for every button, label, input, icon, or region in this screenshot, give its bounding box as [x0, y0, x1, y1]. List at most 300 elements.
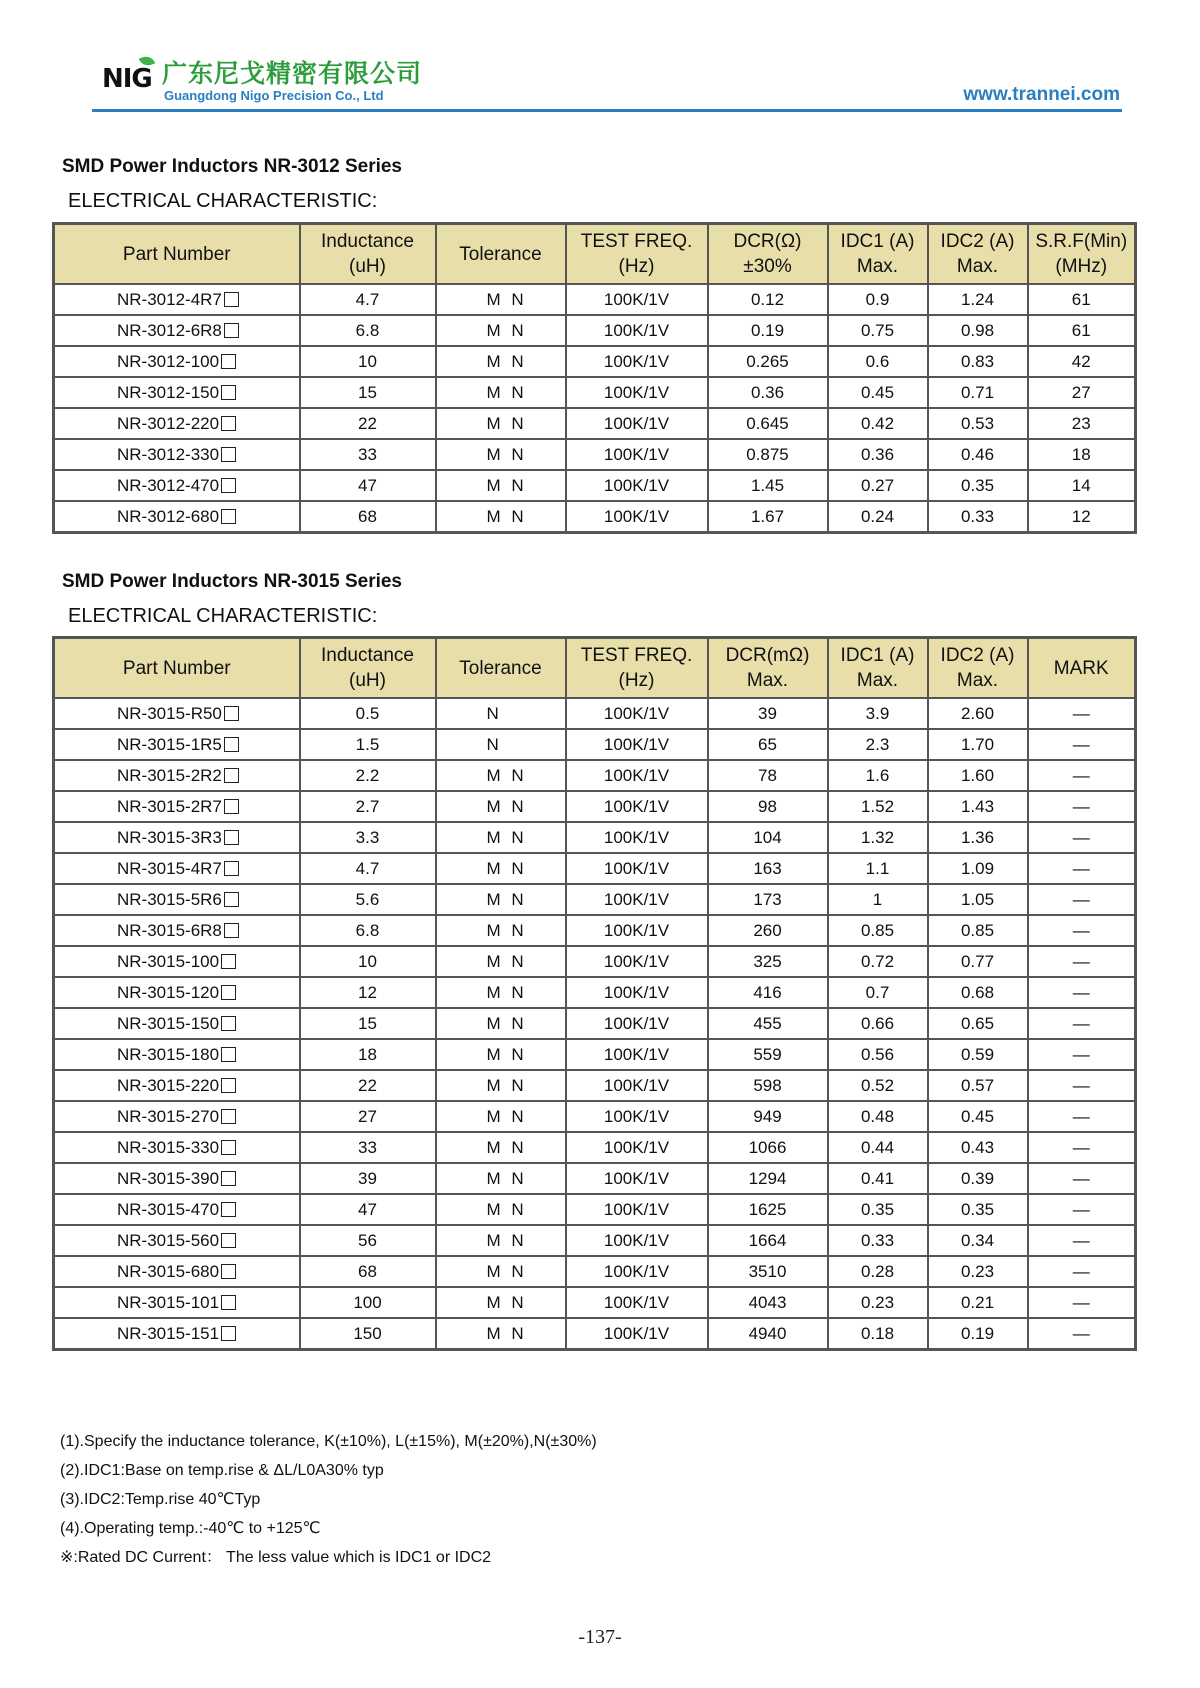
test-freq-cell: 100K/1V [566, 1318, 708, 1350]
company-name-en: Guangdong Nigo Precision Co., Ltd [164, 88, 384, 103]
idc2-cell: 0.34 [928, 1225, 1028, 1256]
tolerance-code-box [224, 768, 239, 783]
table-row [54, 760, 1136, 791]
idc1-cell: 0.42 [828, 408, 928, 439]
mark-cell: — [1028, 884, 1136, 915]
table-row [54, 822, 1136, 853]
tolerance-code-box [224, 830, 239, 845]
test-freq-cell: 100K/1V [566, 977, 708, 1008]
dcr-cell: 4043 [708, 1287, 828, 1318]
part-number-cell [54, 470, 300, 501]
column-header: IDC2 (A) Max. [928, 638, 1028, 699]
part-number-cell [54, 346, 300, 377]
dcr-cell: 173 [708, 884, 828, 915]
tolerance-cell: M N [436, 884, 566, 915]
part-number-cell [54, 1039, 300, 1070]
part-number-text: NR-3012-150 [117, 382, 220, 402]
dcr-cell: 0.36 [708, 377, 828, 408]
tolerance-code-box [221, 1078, 236, 1093]
inductance-cell: 22 [300, 408, 436, 439]
inductance-cell: 2.7 [300, 791, 436, 822]
part-number-text: NR-3015-150 [117, 1013, 220, 1033]
idc1-cell: 1.32 [828, 822, 928, 853]
part-number-text: NR-3015-330 [117, 1137, 220, 1157]
inductance-cell: 27 [300, 1101, 436, 1132]
tolerance-code-box [221, 1171, 236, 1186]
test-freq-cell: 100K/1V [566, 884, 708, 915]
idc1-cell: 0.7 [828, 977, 928, 1008]
test-freq-cell: 100K/1V [566, 1287, 708, 1318]
idc2-cell: 0.33 [928, 501, 1028, 533]
part-number-cell [54, 698, 300, 729]
part-number-cell [54, 760, 300, 791]
idc2-cell: 1.70 [928, 729, 1028, 760]
test-freq-cell: 100K/1V [566, 791, 708, 822]
inductance-cell: 18 [300, 1039, 436, 1070]
part-number-text: NR-3012-100 [117, 351, 220, 371]
tolerance-cell: M N [436, 1070, 566, 1101]
idc1-cell: 0.18 [828, 1318, 928, 1350]
idc2-cell: 0.65 [928, 1008, 1028, 1039]
idc1-cell: 0.48 [828, 1101, 928, 1132]
dcr-cell: 78 [708, 760, 828, 791]
idc2-cell: 1.60 [928, 760, 1028, 791]
part-number-text: NR-3012-220 [117, 413, 220, 433]
tolerance-cell: M N [436, 1225, 566, 1256]
idc2-cell: 0.23 [928, 1256, 1028, 1287]
idc1-cell: 0.75 [828, 315, 928, 346]
table-row [54, 1101, 1136, 1132]
mark-cell: — [1028, 1225, 1136, 1256]
table-row [54, 853, 1136, 884]
inductance-cell: 15 [300, 1008, 436, 1039]
tolerance-cell: M N [436, 439, 566, 470]
table-row [54, 698, 1136, 729]
idc1-cell: 0.72 [828, 946, 928, 977]
part-number-text: NR-3012-680 [117, 506, 220, 526]
idc2-cell: 0.35 [928, 470, 1028, 501]
tolerance-cell: M N [436, 1132, 566, 1163]
table-row [54, 1163, 1136, 1194]
part-number-text: NR-3015-560 [117, 1230, 220, 1250]
dcr-cell: 325 [708, 946, 828, 977]
part-number-text: NR-3015-2R2 [117, 765, 222, 785]
part-number-cell [54, 853, 300, 884]
test-freq-cell: 100K/1V [566, 1225, 708, 1256]
inductance-cell: 4.7 [300, 853, 436, 884]
table-row [54, 1070, 1136, 1101]
part-number-cell [54, 729, 300, 760]
column-header: DCR(mΩ) Max. [708, 638, 828, 699]
tolerance-code-box [224, 861, 239, 876]
tolerance-code-box [224, 737, 239, 752]
idc2-cell: 0.45 [928, 1101, 1028, 1132]
tolerance-cell: M N [436, 822, 566, 853]
mark-cell: — [1028, 1070, 1136, 1101]
idc1-cell: 2.3 [828, 729, 928, 760]
table-row [54, 977, 1136, 1008]
part-number-cell [54, 915, 300, 946]
mark-cell: — [1028, 1287, 1136, 1318]
idc2-cell: 0.19 [928, 1318, 1028, 1350]
inductance-cell: 1.5 [300, 729, 436, 760]
dcr-cell: 104 [708, 822, 828, 853]
srf-cell: 18 [1028, 439, 1136, 470]
dcr-cell: 3510 [708, 1256, 828, 1287]
idc1-cell: 0.9 [828, 284, 928, 315]
dcr-cell: 1664 [708, 1225, 828, 1256]
inductance-cell: 33 [300, 439, 436, 470]
idc1-cell: 1 [828, 884, 928, 915]
note-line: ※:Rated DC Current： The less value which is IDC1 or IDC2 [60, 1549, 492, 1566]
spec-table-3012 [52, 222, 1137, 534]
mark-cell: — [1028, 822, 1136, 853]
column-header: TEST FREQ.(Hz) [566, 638, 708, 699]
idc1-cell: 0.35 [828, 1194, 928, 1225]
dcr-cell: 98 [708, 791, 828, 822]
idc2-cell: 1.05 [928, 884, 1028, 915]
mark-cell: — [1028, 946, 1136, 977]
tolerance-code-box [221, 509, 236, 524]
dcr-cell: 0.645 [708, 408, 828, 439]
column-header: Tolerance [436, 638, 566, 699]
idc2-cell: 0.77 [928, 946, 1028, 977]
test-freq-cell: 100K/1V [566, 822, 708, 853]
part-number-text: NR-3015-100 [117, 951, 220, 971]
column-header: Part Number [54, 638, 300, 699]
test-freq-cell: 100K/1V [566, 1101, 708, 1132]
test-freq-cell: 100K/1V [566, 408, 708, 439]
mark-cell: — [1028, 729, 1136, 760]
test-freq-cell: 100K/1V [566, 377, 708, 408]
idc1-cell: 0.24 [828, 501, 928, 533]
table-row [54, 729, 1136, 760]
company-name-cn: 广东尼戈精密有限公司 [162, 59, 423, 88]
column-header: MARK [1028, 638, 1136, 699]
table-row [54, 1318, 1136, 1350]
note-line: (2).IDC1:Base on temp.rise & ΔL/L0A30% typ [60, 1462, 384, 1479]
table-header-row [54, 638, 1136, 699]
tolerance-cell: M N [436, 1008, 566, 1039]
inductance-cell: 47 [300, 470, 436, 501]
dcr-cell: 163 [708, 853, 828, 884]
section-title-3015: SMD Power Inductors NR-3015 Series [62, 571, 402, 592]
tolerance-cell: M N [436, 760, 566, 791]
test-freq-cell: 100K/1V [566, 501, 708, 533]
table-row [54, 884, 1136, 915]
tolerance-code-box [221, 416, 236, 431]
test-freq-cell: 100K/1V [566, 853, 708, 884]
inductance-cell: 68 [300, 501, 436, 533]
dcr-cell: 949 [708, 1101, 828, 1132]
part-number-text: NR-3015-2R7 [117, 796, 222, 816]
part-number-text: NR-3015-390 [117, 1168, 220, 1188]
inductance-cell: 0.5 [300, 698, 436, 729]
table-row [54, 470, 1136, 501]
tolerance-cell: M N [436, 1256, 566, 1287]
inductance-cell: 150 [300, 1318, 436, 1350]
idc2-cell: 0.46 [928, 439, 1028, 470]
tolerance-cell: N [436, 698, 566, 729]
part-number-text: NR-3015-6R8 [117, 920, 222, 940]
inductance-cell: 56 [300, 1225, 436, 1256]
test-freq-cell: 100K/1V [566, 284, 708, 315]
mark-cell: — [1028, 1132, 1136, 1163]
part-number-cell [54, 284, 300, 315]
notes-block [60, 1427, 597, 1572]
dcr-cell: 455 [708, 1008, 828, 1039]
note-line: (4).Operating temp.:-40℃ to +125℃ [60, 1520, 321, 1537]
tolerance-cell: M N [436, 1101, 566, 1132]
table-row [54, 1256, 1136, 1287]
part-number-text: NR-3015-120 [117, 982, 220, 1002]
column-header: IDC1 (A) Max. [828, 638, 928, 699]
idc2-cell: 2.60 [928, 698, 1028, 729]
mark-cell: — [1028, 1101, 1136, 1132]
mark-cell: — [1028, 1194, 1136, 1225]
inductance-cell: 22 [300, 1070, 436, 1101]
idc2-cell: 0.57 [928, 1070, 1028, 1101]
idc1-cell: 0.27 [828, 470, 928, 501]
tolerance-code-box [224, 892, 239, 907]
inductance-cell: 33 [300, 1132, 436, 1163]
column-header: IDC2 (A) Max. [928, 224, 1028, 285]
idc1-cell: 1.1 [828, 853, 928, 884]
page-number: -137- [578, 1626, 622, 1648]
inductance-cell: 3.3 [300, 822, 436, 853]
inductance-cell: 6.8 [300, 915, 436, 946]
inductance-cell: 68 [300, 1256, 436, 1287]
test-freq-cell: 100K/1V [566, 1070, 708, 1101]
part-number-text: NR-3012-4R7 [117, 289, 222, 309]
tolerance-code-box [224, 706, 239, 721]
idc2-cell: 0.53 [928, 408, 1028, 439]
tolerance-code-box [221, 1264, 236, 1279]
tolerance-code-box [224, 292, 239, 307]
test-freq-cell: 100K/1V [566, 1039, 708, 1070]
idc1-cell: 0.45 [828, 377, 928, 408]
table-row [54, 501, 1136, 533]
test-freq-cell: 100K/1V [566, 346, 708, 377]
tolerance-cell: M N [436, 1194, 566, 1225]
table-row [54, 439, 1136, 470]
tolerance-code-box [221, 385, 236, 400]
section-subtitle-3012: ELECTRICAL CHARACTERISTIC: [68, 190, 378, 212]
table-row [54, 377, 1136, 408]
website-link[interactable]: www.trannei.com [963, 84, 1120, 105]
header-divider [92, 109, 1122, 112]
srf-cell: 14 [1028, 470, 1136, 501]
inductance-cell: 6.8 [300, 315, 436, 346]
dcr-cell: 416 [708, 977, 828, 1008]
column-header: Tolerance [436, 224, 566, 285]
test-freq-cell: 100K/1V [566, 1163, 708, 1194]
note-line: (1).Specify the inductance tolerance, K(±10%), L(±15%), M(±20%),N(±30%) [60, 1433, 597, 1450]
test-freq-cell: 100K/1V [566, 946, 708, 977]
idc2-cell: 1.36 [928, 822, 1028, 853]
srf-cell: 12 [1028, 501, 1136, 533]
dcr-cell: 39 [708, 698, 828, 729]
tolerance-code-box [221, 1326, 236, 1341]
table-row [54, 791, 1136, 822]
part-number-cell [54, 1194, 300, 1225]
test-freq-cell: 100K/1V [566, 760, 708, 791]
mark-cell: — [1028, 760, 1136, 791]
tolerance-cell: M N [436, 501, 566, 533]
part-number-text: NR-3015-5R6 [117, 889, 222, 909]
test-freq-cell: 100K/1V [566, 315, 708, 346]
test-freq-cell: 100K/1V [566, 1008, 708, 1039]
table-row [54, 284, 1136, 315]
spec-table-3015 [52, 636, 1137, 1351]
tolerance-code-box [221, 954, 236, 969]
part-number-text: NR-3012-6R8 [117, 320, 222, 340]
tolerance-cell: M N [436, 915, 566, 946]
tolerance-cell: M N [436, 791, 566, 822]
part-number-text: NR-3015-220 [117, 1075, 220, 1095]
mark-cell: — [1028, 1256, 1136, 1287]
table-row [54, 1008, 1136, 1039]
inductance-cell: 47 [300, 1194, 436, 1225]
tolerance-cell: M N [436, 315, 566, 346]
part-number-cell [54, 1101, 300, 1132]
tolerance-cell: M N [436, 408, 566, 439]
idc1-cell: 0.23 [828, 1287, 928, 1318]
tolerance-cell: M N [436, 977, 566, 1008]
part-number-cell [54, 1256, 300, 1287]
inductance-cell: 4.7 [300, 284, 436, 315]
tolerance-code-box [224, 799, 239, 814]
section-title-3012: SMD Power Inductors NR-3012 Series [62, 156, 402, 177]
mark-cell: — [1028, 1008, 1136, 1039]
dcr-cell: 65 [708, 729, 828, 760]
dcr-cell: 0.19 [708, 315, 828, 346]
tolerance-code-box [221, 1233, 236, 1248]
idc2-cell: 0.39 [928, 1163, 1028, 1194]
idc1-cell: 0.56 [828, 1039, 928, 1070]
part-number-cell [54, 946, 300, 977]
part-number-text: NR-3012-330 [117, 444, 220, 464]
srf-cell: 42 [1028, 346, 1136, 377]
table-row [54, 915, 1136, 946]
test-freq-cell: 100K/1V [566, 1256, 708, 1287]
part-number-cell [54, 315, 300, 346]
mark-cell: — [1028, 1039, 1136, 1070]
test-freq-cell: 100K/1V [566, 729, 708, 760]
tolerance-cell: M N [436, 1163, 566, 1194]
part-number-cell [54, 439, 300, 470]
tolerance-code-box [224, 923, 239, 938]
part-number-text: NR-3015-R50 [117, 703, 222, 723]
tolerance-cell: N [436, 729, 566, 760]
idc2-cell: 1.24 [928, 284, 1028, 315]
part-number-cell [54, 1318, 300, 1350]
inductance-cell: 2.2 [300, 760, 436, 791]
dcr-cell: 598 [708, 1070, 828, 1101]
part-number-text: NR-3015-1R5 [117, 734, 222, 754]
part-number-cell [54, 1287, 300, 1318]
tolerance-cell: M N [436, 853, 566, 884]
mark-cell: — [1028, 791, 1136, 822]
part-number-cell [54, 822, 300, 853]
mark-cell: — [1028, 915, 1136, 946]
part-number-text: NR-3015-101 [117, 1292, 220, 1312]
table-row [54, 1287, 1136, 1318]
part-number-cell [54, 1008, 300, 1039]
dcr-cell: 1066 [708, 1132, 828, 1163]
test-freq-cell: 100K/1V [566, 1194, 708, 1225]
table-row [54, 346, 1136, 377]
idc2-cell: 0.71 [928, 377, 1028, 408]
part-number-cell [54, 884, 300, 915]
inductance-cell: 39 [300, 1163, 436, 1194]
idc1-cell: 0.33 [828, 1225, 928, 1256]
part-number-cell [54, 1163, 300, 1194]
dcr-cell: 260 [708, 915, 828, 946]
dcr-cell: 0.875 [708, 439, 828, 470]
idc1-cell: 0.41 [828, 1163, 928, 1194]
idc2-cell: 0.43 [928, 1132, 1028, 1163]
tolerance-code-box [221, 1109, 236, 1124]
dcr-cell: 1.67 [708, 501, 828, 533]
part-number-text: NR-3015-680 [117, 1261, 220, 1281]
tolerance-code-box [221, 1047, 236, 1062]
part-number-text: NR-3015-180 [117, 1044, 220, 1064]
idc1-cell: 0.66 [828, 1008, 928, 1039]
dcr-cell: 0.12 [708, 284, 828, 315]
idc2-cell: 1.09 [928, 853, 1028, 884]
idc1-cell: 0.52 [828, 1070, 928, 1101]
inductance-cell: 100 [300, 1287, 436, 1318]
column-header: IDC1 (A) Max. [828, 224, 928, 285]
table-row [54, 1194, 1136, 1225]
idc1-cell: 0.6 [828, 346, 928, 377]
test-freq-cell: 100K/1V [566, 439, 708, 470]
tolerance-code-box [224, 323, 239, 338]
dcr-cell: 1625 [708, 1194, 828, 1225]
tolerance-code-box [221, 354, 236, 369]
dcr-cell: 0.265 [708, 346, 828, 377]
inductance-cell: 10 [300, 346, 436, 377]
part-number-cell [54, 1132, 300, 1163]
mark-cell: — [1028, 853, 1136, 884]
column-header: TEST FREQ.(Hz) [566, 224, 708, 285]
tolerance-cell: M N [436, 946, 566, 977]
inductance-cell: 5.6 [300, 884, 436, 915]
tolerance-code-box [221, 1016, 236, 1031]
part-number-cell [54, 408, 300, 439]
part-number-cell [54, 377, 300, 408]
tolerance-cell: M N [436, 1318, 566, 1350]
page-header [100, 50, 1120, 112]
idc1-cell: 1.52 [828, 791, 928, 822]
inductance-cell: 15 [300, 377, 436, 408]
idc2-cell: 0.83 [928, 346, 1028, 377]
tolerance-cell: M N [436, 377, 566, 408]
srf-cell: 23 [1028, 408, 1136, 439]
tolerance-cell: M N [436, 346, 566, 377]
part-number-text: NR-3015-470 [117, 1199, 220, 1219]
mark-cell: — [1028, 1318, 1136, 1350]
tolerance-code-box [221, 1202, 236, 1217]
mark-cell: — [1028, 698, 1136, 729]
column-header: S.R.F(Min) (MHz) [1028, 224, 1136, 285]
test-freq-cell: 100K/1V [566, 470, 708, 501]
srf-cell: 27 [1028, 377, 1136, 408]
idc2-cell: 1.43 [928, 791, 1028, 822]
idc2-cell: 0.85 [928, 915, 1028, 946]
idc2-cell: 0.21 [928, 1287, 1028, 1318]
